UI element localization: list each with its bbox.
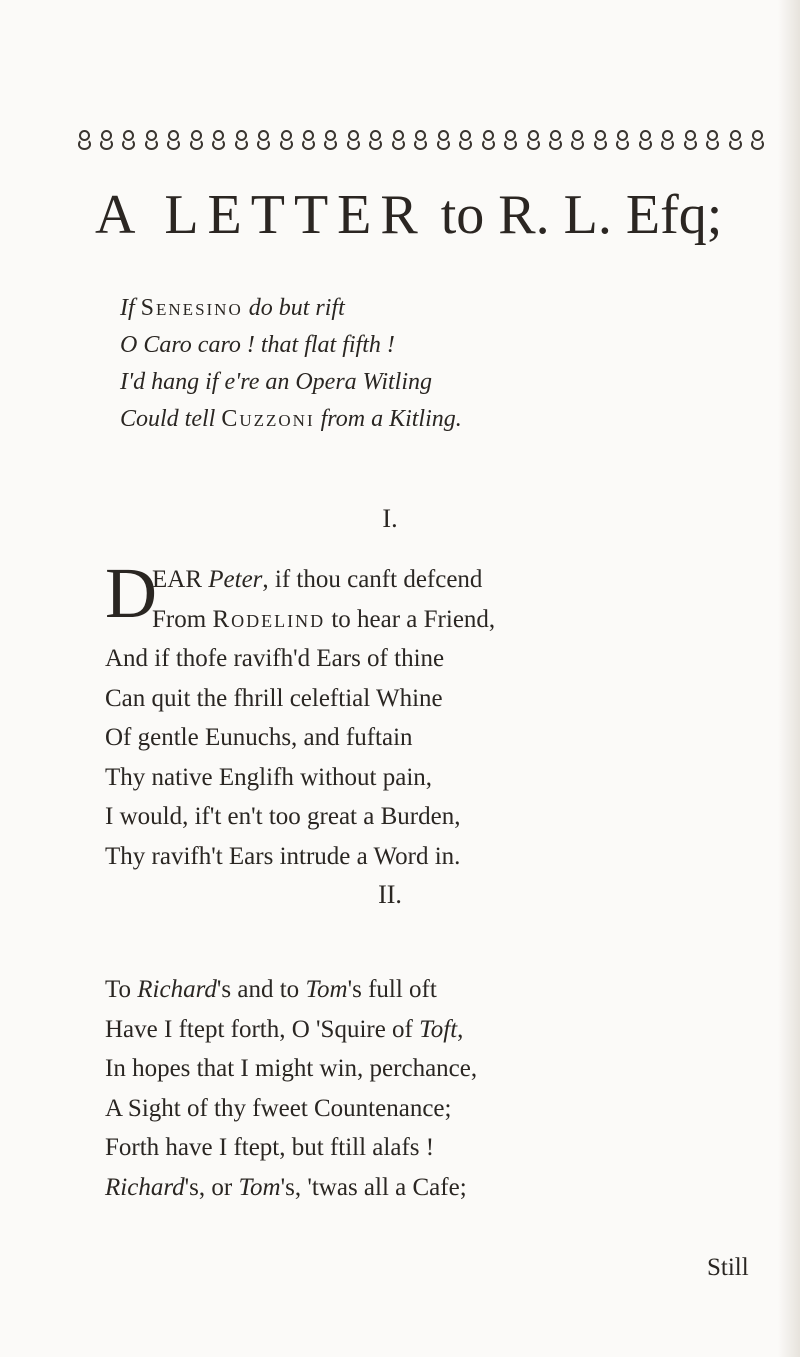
catchword: Still <box>707 1254 749 1281</box>
title-addressee: to R. L. Efq; <box>426 184 723 246</box>
fleuron-icon <box>76 130 92 150</box>
drop-cap: D <box>105 553 157 633</box>
fleuron-icon <box>211 130 227 150</box>
fleuron-icon <box>458 130 474 150</box>
fleuron-icon <box>548 130 564 150</box>
verse-text: 's and to <box>216 976 306 1003</box>
fleuron-icon <box>98 130 114 150</box>
stanza-1-line-2 <box>105 600 725 640</box>
fleuron-icon <box>413 130 429 150</box>
verse-text: , if thou canft defcend <box>262 566 483 593</box>
fleuron-icon <box>368 130 384 150</box>
epigraph-line-3: I'd hang if e're an Opera Witling <box>120 369 433 395</box>
verse-name: Richard <box>105 1173 185 1201</box>
page-title <box>95 185 795 245</box>
fleuron-icon <box>435 130 451 150</box>
epigraph-text: from a Kitling. <box>314 406 462 432</box>
stanza-2-line-4: A Sight of thy fweet Countenance; <box>105 1094 452 1122</box>
stanza-1-line-1 <box>105 560 725 600</box>
fleuron-icon <box>503 130 519 150</box>
section-numeral-1: I. <box>382 504 398 533</box>
verse-name: Peter <box>208 566 263 593</box>
stanza-1 <box>105 560 725 876</box>
fleuron-icon <box>301 130 317 150</box>
verse-text: , <box>457 1015 464 1043</box>
stanza-2 <box>105 970 725 1207</box>
epigraph-text: do but rift <box>242 295 345 321</box>
verse-name: Toft <box>419 1015 458 1043</box>
fleuron-icon <box>256 130 272 150</box>
fleuron-icon <box>727 130 743 150</box>
fleuron-icon <box>570 130 586 150</box>
epigraph-line-1 <box>120 290 680 327</box>
fleuron-icon <box>345 130 361 150</box>
verse-text: Have I ftept forth, O 'Squire of <box>105 1015 420 1043</box>
stanza-1-line-4: Can quit the fhrill celeftial Whine <box>105 684 443 712</box>
fleuron-icon <box>615 130 631 150</box>
fleuron-icon <box>143 130 159 150</box>
stanza-2-line-2 <box>105 1010 725 1050</box>
fleuron-icon <box>166 130 182 150</box>
stanza-2-line-3: In hopes that I might win, perchance, <box>105 1055 478 1082</box>
fleuron-icon <box>705 130 721 150</box>
epigraph-text: If <box>120 295 135 321</box>
epigraph-text: Could tell <box>120 406 222 432</box>
verse-text: From <box>152 605 213 633</box>
fleuron-icon <box>278 130 294 150</box>
fleuron-icon <box>750 130 766 150</box>
ornament-border <box>76 118 766 162</box>
stanza-1-line-5: Of gentle Eunuchs, and fuftain <box>105 724 413 751</box>
section-numeral-2: II. <box>378 880 402 909</box>
fleuron-icon <box>525 130 541 150</box>
epigraph <box>120 290 680 438</box>
stanza-2-line-1 <box>105 970 725 1010</box>
fleuron-icon <box>390 130 406 150</box>
verse-name: Tom <box>305 976 348 1003</box>
stanza-2-line-5: Forth have I ftept, but ftill alafs ! <box>105 1134 435 1161</box>
verse-name: Richard <box>137 976 217 1003</box>
epigraph-name: Cuzzoni <box>221 406 315 432</box>
fleuron-icon <box>592 130 608 150</box>
verse-text: EAR <box>152 566 209 593</box>
fleuron-icon <box>188 130 204 150</box>
fleuron-icon <box>323 130 339 150</box>
fleuron-icon <box>480 130 496 150</box>
verse-name: Tom <box>238 1173 281 1201</box>
fleuron-icon <box>233 130 249 150</box>
fleuron-icon <box>637 130 653 150</box>
verse-text: To <box>105 976 138 1003</box>
epigraph-line-2: O Caro caro ! that flat fifth ! <box>120 332 395 358</box>
title-main: A LETTER <box>95 184 427 246</box>
stanza-1-line-7: I would, if't en't too great a Burden, <box>105 803 461 830</box>
epigraph-line-4 <box>120 401 680 438</box>
stanza-1-line-3: And if thofe ravifh'd Ears of thine <box>105 645 445 672</box>
epigraph-name: Senesino <box>140 295 243 321</box>
verse-text: 's, or <box>184 1173 239 1201</box>
stanza-2-line-6 <box>105 1168 725 1208</box>
verse-text: to hear a Friend, <box>325 605 496 633</box>
fleuron-icon <box>121 130 137 150</box>
verse-text: 's, 'twas all a Cafe; <box>280 1173 467 1201</box>
stanza-1-line-8: Thy ravifh't Ears intrude a Word in. <box>105 842 461 870</box>
stanza-1-line-6: Thy native Englifh without pain, <box>105 763 433 791</box>
verse-text: 's full oft <box>347 976 437 1003</box>
fleuron-icon <box>660 130 676 150</box>
fleuron-icon <box>682 130 698 150</box>
verse-name: Rodelind <box>212 605 326 633</box>
